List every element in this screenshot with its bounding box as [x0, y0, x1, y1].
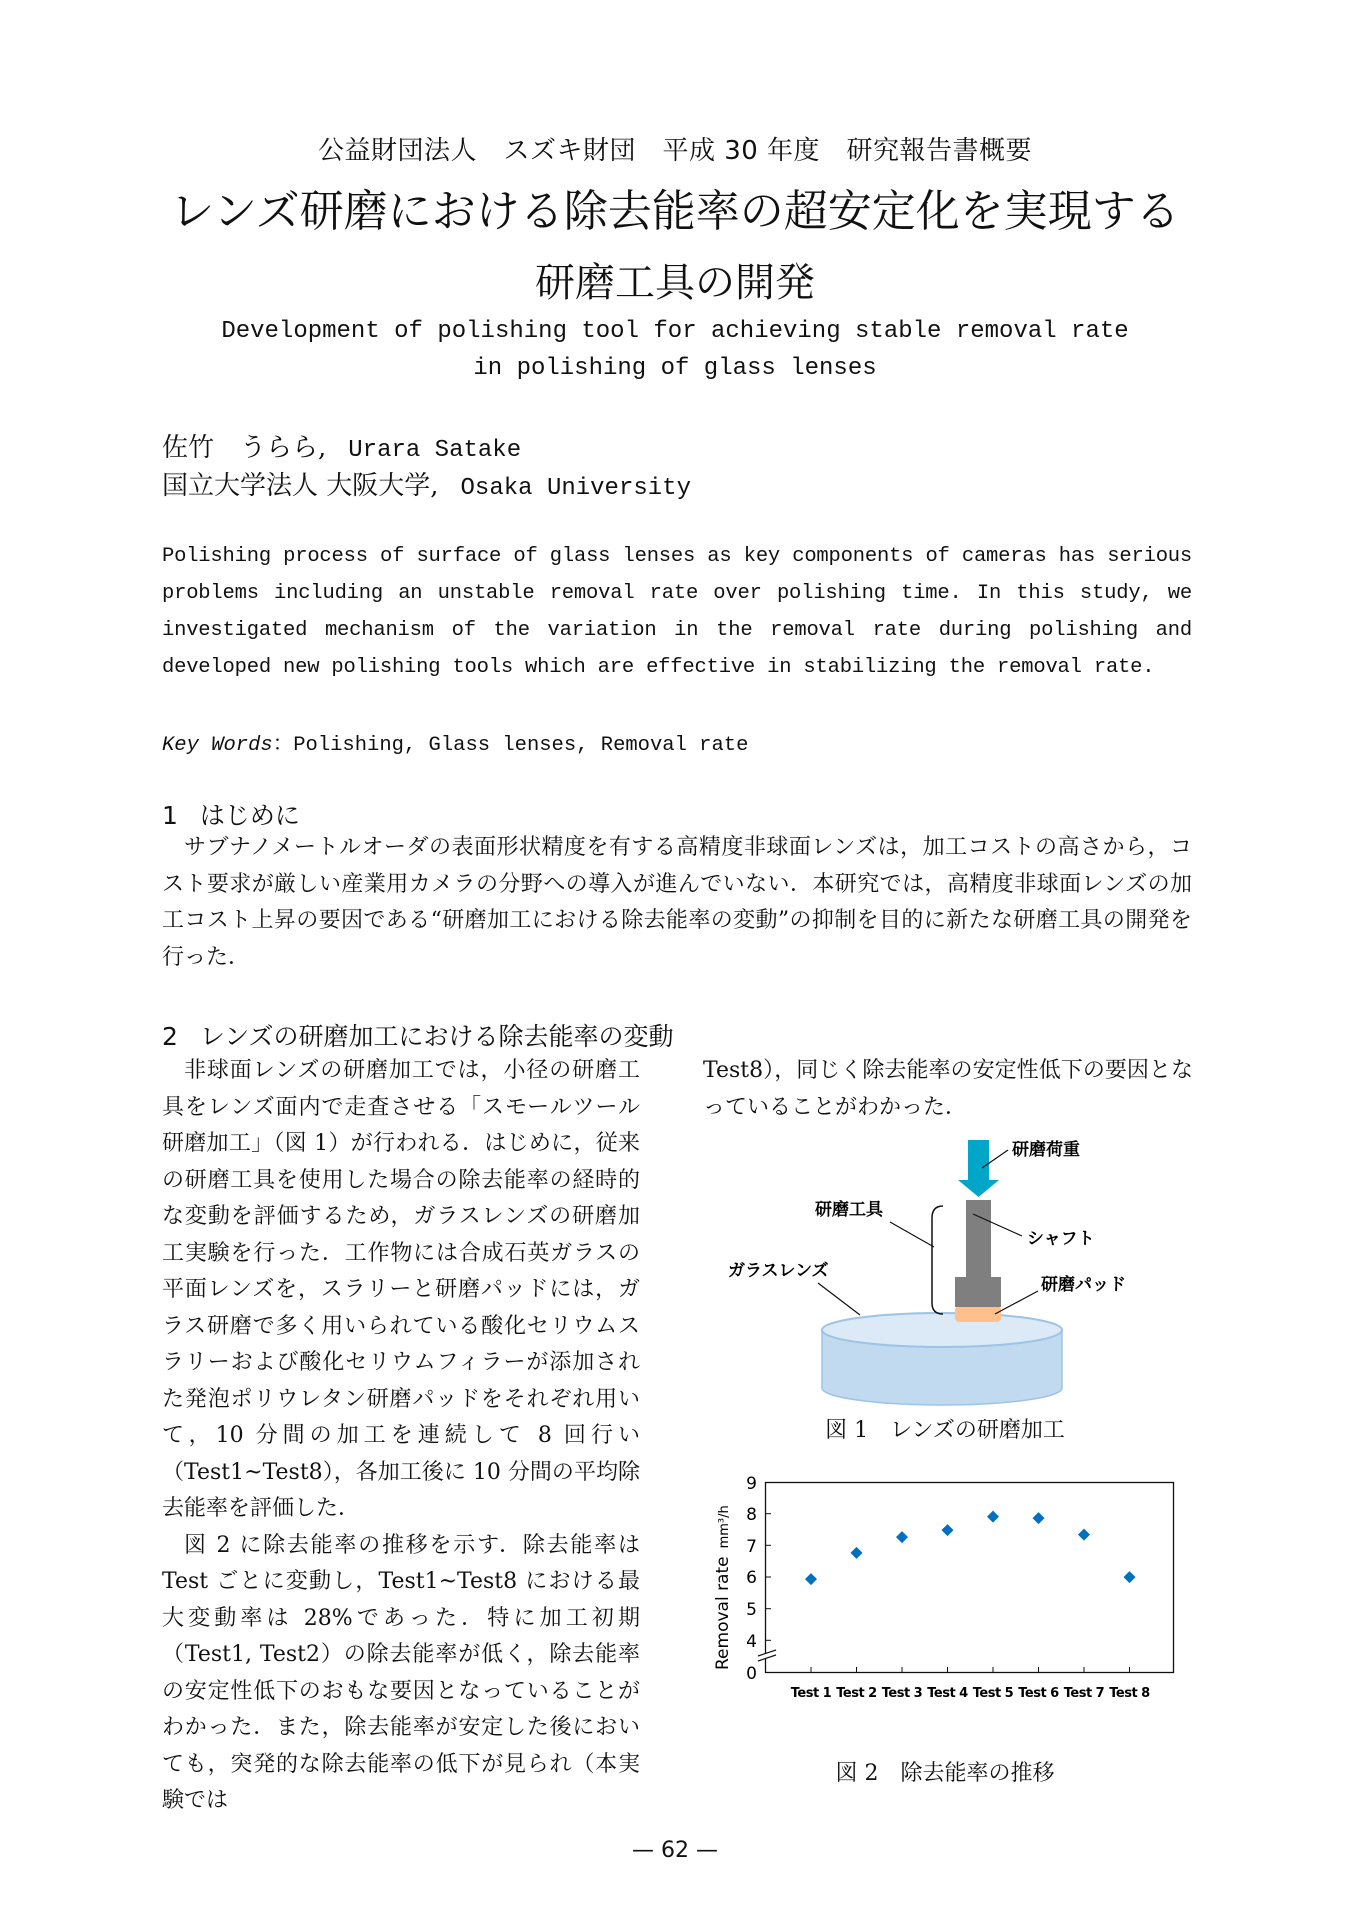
leader-line-tool — [890, 1222, 934, 1247]
keywords-separator: ： — [272, 734, 294, 757]
diamond-marker — [896, 1531, 908, 1543]
diamond-marker — [851, 1547, 863, 1559]
keywords — [162, 726, 748, 757]
svg-text:Test 5: Test 5 — [972, 1686, 1014, 1701]
figure-1-caption: 図 1 レンズの研磨加工 — [825, 1418, 1065, 1443]
diamond-marker — [1078, 1529, 1090, 1541]
section-2-right-column — [703, 1053, 1193, 1126]
svg-text:Test 2: Test 2 — [836, 1686, 877, 1701]
data-points — [805, 1511, 1136, 1585]
section-number: 1 — [162, 801, 178, 830]
svg-text:9: 9 — [746, 1474, 757, 1494]
author-name-en: Urara Satake — [348, 437, 522, 464]
title-jp-line2: 研磨工具の開発 — [535, 260, 815, 306]
section-number: 2 — [162, 1022, 178, 1051]
keywords-label: Key Words — [162, 734, 273, 757]
label-pad: 研磨パッド — [1041, 1275, 1126, 1295]
tool-bracket — [932, 1206, 943, 1314]
author-name-jp: 佐竹 うらら, — [162, 433, 327, 463]
section-1-paragraph: サブナノメートルオーダの表面形状精度を有する高精度非球面レンズは，加工コストの高さから，コスト要求が厳しい産業用カメラの分野への導入が進んでいない．本研究では，高精度非球面レンズの加工コスト上昇の要因である“研磨加工における除去能率の変動”の抑制を目的に新たな研磨工具の開発を行った． — [162, 835, 1192, 970]
svg-text:Test 8: Test 8 — [1109, 1686, 1150, 1701]
affiliation-line — [162, 465, 691, 502]
section-1-heading — [162, 796, 300, 832]
section-title: はじめに — [199, 801, 300, 830]
svg-text:4: 4 — [746, 1632, 757, 1652]
section-title: レンズの研磨加工における除去能率の変動 — [199, 1022, 674, 1051]
section-2-left-column — [162, 1053, 640, 1820]
abstract: Polishing process of surface of glass lenses as key components of cameras has serious problems including an unstable removal rate over polishing time. In this study, we investigated mechanism of the variation in the removal rate during polishing and developed new polishing tools which are effective in stabilizing the removal rate. — [162, 545, 1192, 679]
diamond-marker — [1033, 1512, 1045, 1524]
plot-frame — [766, 1483, 1174, 1673]
leader-line-lens — [818, 1283, 860, 1315]
svg-text:6: 6 — [746, 1568, 757, 1588]
keywords-list: Polishing, Glass lenses, Removal rate — [293, 734, 749, 757]
svg-text:5: 5 — [746, 1600, 757, 1620]
svg-text:7: 7 — [746, 1537, 757, 1557]
leader-line-pad — [995, 1291, 1038, 1314]
load-arrow-icon — [958, 1140, 999, 1197]
polishing-pad-shape — [955, 1306, 1001, 1322]
tool-base-shape — [955, 1277, 1001, 1307]
affiliation-en: Osaka University — [460, 475, 691, 502]
affiliation-jp: 国立大学法人 大阪大学, — [162, 471, 439, 501]
y-tick-labels — [746, 1474, 757, 1684]
label-shaft: シャフト — [1027, 1229, 1095, 1249]
title-en-line2: in polishing of glass lenses — [473, 355, 877, 382]
title-jp-line1: レンズ研磨における除去能率の超安定化を実現する — [170, 186, 1180, 237]
svg-text:Test 7: Test 7 — [1063, 1686, 1105, 1701]
foundation-header: 公益財団法人 スズキ財団 平成 30 年度 研究報告書概要 — [317, 136, 1033, 166]
label-lens: ガラスレンズ — [728, 1261, 829, 1281]
section-2-heading — [162, 1017, 674, 1053]
svg-text:Test 3: Test 3 — [881, 1686, 923, 1701]
diamond-marker — [987, 1511, 999, 1523]
section-2-paragraph-2: 図 2 に除去能率の推移を示す．除去能率は Test ごとに変動し，Test1~Test8 における最大変動率は 28%であった．特に加工初期（Test1, Test2）の除去能率が低く，除去能率の安定性低下のおもな要因となっていることがわかった．また，除去能率が安定した後においても，突発的な除去能率の低下が見られ（本実験では — [162, 1532, 640, 1813]
figure-1-diagram — [700, 1130, 1200, 1410]
glass-lens-shape — [822, 1313, 1062, 1405]
diamond-marker — [805, 1573, 817, 1585]
shaft-shape — [966, 1200, 991, 1278]
section-2-paragraph-continued: Test8），同じく除去能率の安定性低下の要因となっていることがわかった． — [703, 1058, 1193, 1120]
svg-text:Test 1: Test 1 — [790, 1686, 832, 1701]
figure-2-chart — [700, 1470, 1200, 1710]
author-line — [162, 427, 521, 464]
label-tool: 研磨工具 — [815, 1200, 883, 1220]
label-load: 研磨荷重 — [1012, 1140, 1080, 1160]
svg-text:Test 4: Test 4 — [927, 1686, 968, 1701]
svg-text:0: 0 — [746, 1664, 757, 1684]
svg-text:Test 6: Test 6 — [1018, 1686, 1059, 1701]
section-2-paragraph-1: 非球面レンズの研磨加工では，小径の研磨工具をレンズ面内で走査させる「スモールツール研磨加工」（図 1）が行われる．はじめに，従来の研磨工具を使用した場合の除去能率の経時的な変動を評価するため，ガラスレンズの研磨加工実験を行った．工作物には合成石英ガラスの平面レンズを，スラリーと研磨パッドには，ガラス研磨で多く用いられている酸化セリウムスラリーおよび酸化セリウムフィラーが添加された発泡ポリウレタン研磨パッドをそれぞれ用いて，10 分間の加工を連続して 8 回行い（Test1~Test8），各加工後に 10 分間の平均除去能率を評価した． — [162, 1058, 640, 1521]
y-axis-label: Removal ratemm³/h — [713, 1505, 733, 1670]
x-tick-labels — [791, 1686, 1150, 1701]
figure-2-caption: 図 2 除去能率の推移 — [835, 1761, 1055, 1786]
svg-text:8: 8 — [746, 1505, 757, 1525]
diamond-marker — [1124, 1571, 1136, 1583]
diamond-marker — [942, 1524, 954, 1536]
page-number: — 62 — — [632, 1838, 718, 1863]
title-en-line1: Development of polishing tool for achieving stable removal rate — [221, 318, 1129, 345]
